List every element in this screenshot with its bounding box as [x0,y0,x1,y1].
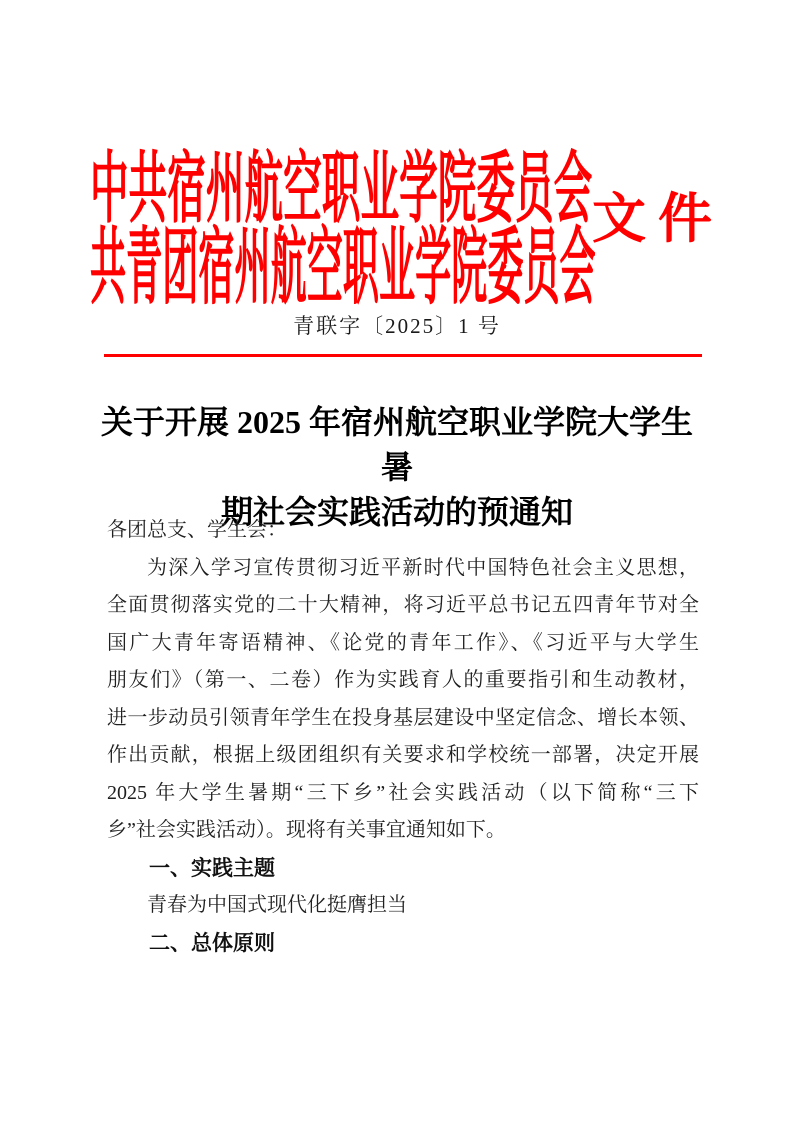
section-heading-2: 二、总体原则 [149,931,275,955]
body-paragraph-line: 国广大青年寄语精神、《论党的青年工作》、《习近平与大学生 [107,631,699,654]
issuing-org-line2: 共青团宿州航空职业学院委员会 [90,224,596,316]
document-reference-number: 青联字〔2025〕1 号 [293,314,501,338]
body-paragraph-line: 作出贡献，根据上级团组织有关要求和学校统一部署，决定开展 [107,744,699,766]
document-title-line2: 期社会实践活动的预通知 [220,494,573,530]
body-paragraph-line: 朋友们》（第一、二卷）作为实践育人的重要指引和生动教材， [107,669,699,691]
document-title-line1: 关于开展 2025 年宿州航空职业学院大学生暑 [100,404,693,485]
salutation-line: 各团总支、学生会： [107,519,287,541]
section-content-1: 青春为中国式现代化挺膺担当 [147,894,407,916]
body-paragraph-line: 全面贯彻落实党的二十大精神，将习近平总书记五四青年节对全 [107,594,699,616]
body-paragraph-line: 乡”社会实践活动）。现将有关事宜通知如下。 [107,819,506,841]
issuing-org-line1: 中共宿州航空职业学院委员会 [90,148,593,234]
red-divider-line [104,354,702,357]
section-heading-1: 一、实践主题 [149,856,275,880]
document-type-label: 文件 [592,189,724,249]
body-paragraph-line: 2025 年大学生暑期“三下乡”社会实践活动（以下简称“三下 [107,781,699,804]
body-paragraph-line: 进一步动员引领青年学生在投身基层建设中坚定信念、增长本领、 [107,706,699,729]
body-paragraph-line: 为深入学习宣传贯彻习近平新时代中国特色社会主义思想， [147,556,699,579]
document-body [107,512,699,962]
